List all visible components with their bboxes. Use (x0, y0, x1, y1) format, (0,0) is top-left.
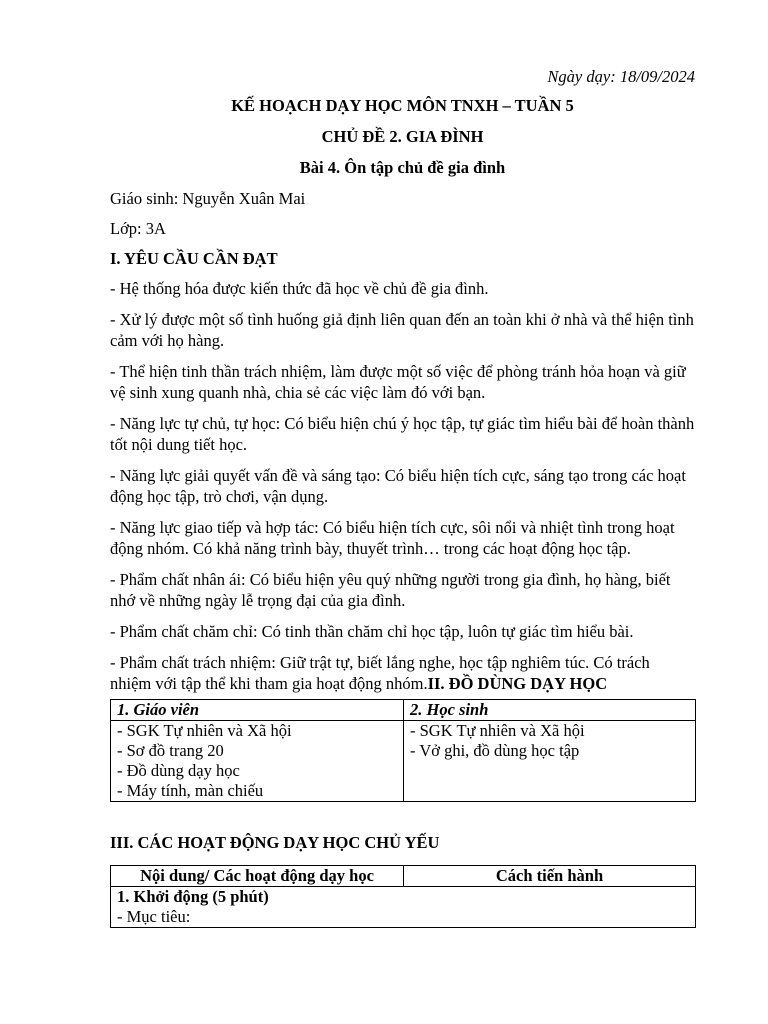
list-item: - Vở ghi, đồ dùng học tập (410, 741, 580, 760)
document-page (110, 66, 695, 928)
materials-table (110, 699, 696, 802)
teacher-name: Giáo sinh: Nguyễn Xuân Mai (110, 189, 306, 208)
plan-title: KẾ HOẠCH DẠY HỌC MÔN TNXH – TUẦN 5 (231, 96, 574, 115)
requirement-item: - Hệ thống hóa được kiến thức đã học về chủ đề gia đình. (110, 279, 489, 298)
section-3-heading: III. CÁC HOẠT ĐỘNG DẠY HỌC CHỦ YẾU (110, 833, 440, 852)
content-column-header: Nội dung/ Các hoạt động dạy học (111, 866, 404, 887)
activities-table (110, 865, 696, 928)
student-column-header: 2. Học sinh (404, 700, 696, 721)
activity-line: - Mục tiêu: (117, 907, 191, 926)
section-2-heading: II. ĐỒ DÙNG DẠY HỌC (427, 674, 608, 693)
requirement-item: - Năng lực giao tiếp và hợp tác: Có biểu hiện tích cực, sôi nổi và nhiệt tình trong hoạt động nhóm. Có khả năng trình bày, thuyết trình… trong các hoạt động học tập. (110, 518, 675, 558)
requirement-item-text: - Phẩm chất trách nhiệm: Giữ trật tự, biết lắng nghe, học tập nghiêm túc. Có trách nhiệm với tập thể khi tham gia hoạt động nhóm. (110, 653, 650, 693)
requirement-item: - Phẩm chất chăm chỉ: Có tinh thần chăm chỉ học tập, luôn tự giác tìm hiểu bài. (110, 622, 634, 641)
requirement-item: - Năng lực tự chủ, tự học: Có biểu hiện chú ý học tập, tự giác tìm hiểu bài để hoàn thành tốt nội dung tiết học. (110, 414, 695, 454)
requirement-item-last (110, 652, 695, 694)
teaching-date: Ngày dạy: 18/09/2024 (547, 67, 695, 86)
table-row (111, 721, 696, 802)
requirement-item: - Phẩm chất nhân ái: Có biểu hiện yêu quý những người trong gia đình, họ hàng, biết nhớ về những ngày lễ trọng đại của gia đình. (110, 570, 671, 610)
requirement-item: - Năng lực giải quyết vấn đề và sáng tạo: Có biểu hiện tích cực, sáng tạo trong các hoạt động học tập, trò chơi, vận dụng. (110, 466, 686, 506)
procedure-column-header: Cách tiến hành (404, 866, 696, 887)
requirement-item: - Thể hiện tinh thần trách nhiệm, làm được một số việc để phòng tránh hỏa hoạn và giữ vệ sinh xung quanh nhà, chia sẻ các việc làm đó với bạn. (110, 362, 686, 402)
table-header-row (111, 866, 696, 887)
list-item: - SGK Tự nhiên và Xã hội (117, 721, 292, 740)
teacher-materials-cell (111, 721, 404, 802)
spacer (110, 802, 695, 832)
activity-title: 1. Khởi động (5 phút) (117, 887, 269, 906)
teacher-column-header: 1. Giáo viên (111, 700, 404, 721)
topic-title: CHỦ ĐỀ 2. GIA ĐÌNH (321, 127, 484, 146)
activity-cell (111, 887, 696, 928)
section-1-heading: I. YÊU CẦU CẦN ĐẠT (110, 249, 278, 268)
student-materials-cell (404, 721, 696, 802)
table-header-row (111, 700, 696, 721)
lesson-title: Bài 4. Ôn tập chủ đề gia đình (299, 158, 506, 177)
list-item: - Đồ dùng dạy học (117, 761, 240, 780)
list-item: - SGK Tự nhiên và Xã hội (410, 721, 585, 740)
table-row (111, 887, 696, 928)
requirements-list (110, 278, 695, 694)
list-item: - Sơ đồ trang 20 (117, 741, 224, 760)
requirement-item: - Xử lý được một số tình huống giả định liên quan đến an toàn khi ở nhà và thể hiện tình cảm với họ hàng. (110, 310, 694, 350)
class-name: Lớp: 3A (110, 219, 166, 238)
list-item: - Máy tính, màn chiếu (117, 781, 264, 800)
